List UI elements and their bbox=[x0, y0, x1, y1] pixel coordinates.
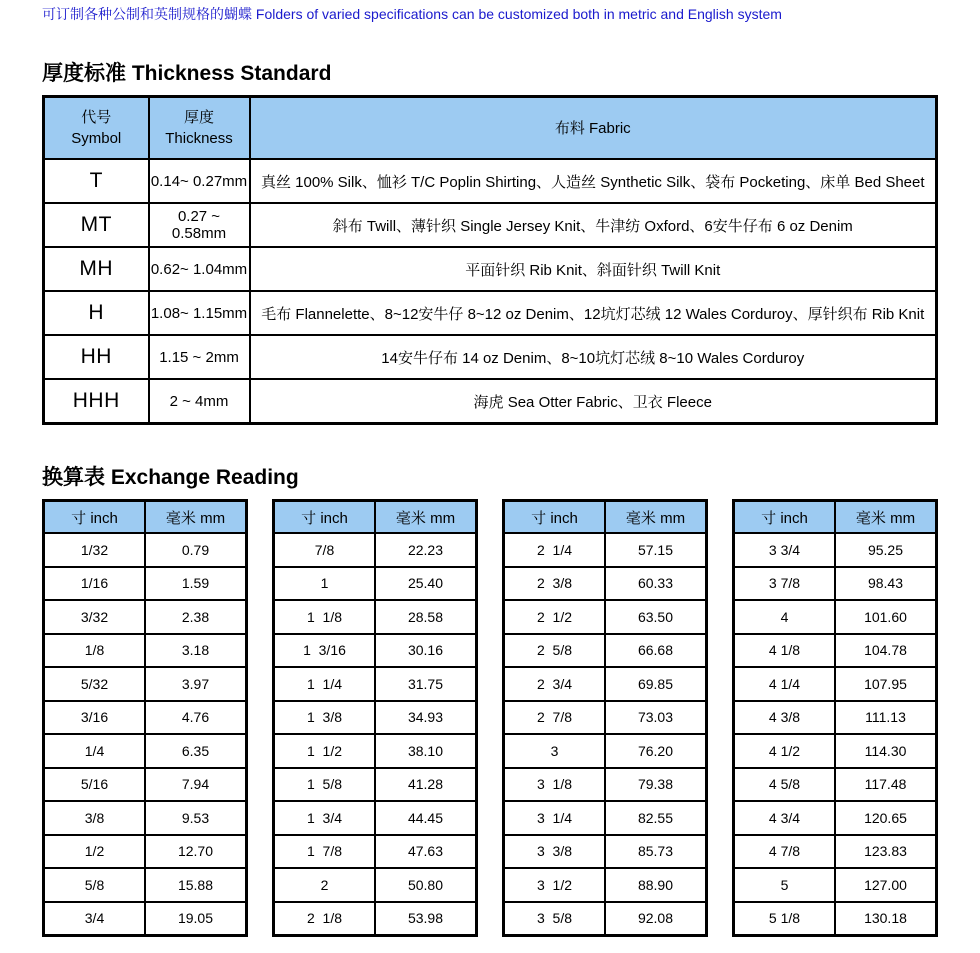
thickness-cell: 0.62~ 1.04mm bbox=[149, 247, 250, 291]
fabric-cell: 平面针织 Rib Knit、斜面针织 Twill Knit bbox=[250, 247, 937, 291]
inch-cell: 5 bbox=[734, 868, 836, 902]
symbol-cell: T bbox=[44, 159, 149, 203]
thickness-table-row bbox=[44, 203, 937, 247]
mm-cell: 41.28 bbox=[375, 768, 477, 802]
mm-cell: 73.03 bbox=[605, 701, 707, 735]
inch-cell: 2 bbox=[274, 868, 376, 902]
mm-cell: 101.60 bbox=[835, 600, 937, 634]
mm-cell: 50.80 bbox=[375, 868, 477, 902]
inch-cell: 1/8 bbox=[44, 634, 146, 668]
inch-cell: 1 5/8 bbox=[274, 768, 376, 802]
inch-cell: 3/16 bbox=[44, 701, 146, 735]
inch-cell: 5/16 bbox=[44, 768, 146, 802]
inch-cell: 1 3/16 bbox=[274, 634, 376, 668]
inch-cell: 7/8 bbox=[274, 533, 376, 567]
exchange-section-title: 换算表 Exchange Reading bbox=[42, 466, 299, 489]
inch-cell: 4 7/8 bbox=[734, 835, 836, 869]
inch-cell: 1 1/8 bbox=[274, 600, 376, 634]
inch-cell: 1 7/8 bbox=[274, 835, 376, 869]
inch-cell: 1/2 bbox=[44, 835, 146, 869]
thickness-cell: 1.15 ~ 2mm bbox=[149, 335, 250, 379]
mm-cell: 66.68 bbox=[605, 634, 707, 668]
mm-column-header: 毫米 mm bbox=[375, 501, 477, 534]
exchange-tables-row bbox=[42, 499, 938, 937]
inch-cell: 1/4 bbox=[44, 734, 146, 768]
thickness-table-row bbox=[44, 159, 937, 203]
thickness-section-title: 厚度标准 Thickness Standard bbox=[42, 62, 332, 85]
inch-column-header: 寸 inch bbox=[734, 501, 836, 534]
mm-cell: 76.20 bbox=[605, 734, 707, 768]
fabric-column-header: 布料 Fabric bbox=[250, 97, 937, 160]
exchange-table-row bbox=[274, 667, 477, 701]
exchange-table-row bbox=[734, 600, 937, 634]
exchange-table-row bbox=[274, 734, 477, 768]
mm-cell: 95.25 bbox=[835, 533, 937, 567]
inch-cell: 2 3/8 bbox=[504, 567, 606, 601]
inch-cell: 4 1/2 bbox=[734, 734, 836, 768]
exchange-table-2 bbox=[272, 499, 478, 937]
inch-cell: 3 1/4 bbox=[504, 801, 606, 835]
fabric-cell: 毛布 Flannelette、8~12安牛仔 8~12 oz Denim、12坑灯芯绒 12 Wales Corduroy、厚针织布 Rib Knit bbox=[250, 291, 937, 335]
inch-cell: 5/8 bbox=[44, 868, 146, 902]
fabric-cell: 海虎 Sea Otter Fabric、卫衣 Fleece bbox=[250, 379, 937, 424]
inch-cell: 3 1/2 bbox=[504, 868, 606, 902]
exchange-header-row bbox=[44, 501, 247, 534]
thickness-cell: 0.27 ~ 0.58mm bbox=[149, 203, 250, 247]
mm-cell: 34.93 bbox=[375, 701, 477, 735]
mm-cell: 0.79 bbox=[145, 533, 247, 567]
exchange-table-4 bbox=[732, 499, 938, 937]
exchange-table-row bbox=[734, 533, 937, 567]
mm-cell: 82.55 bbox=[605, 801, 707, 835]
exchange-header-row bbox=[504, 501, 707, 534]
fabric-cell: 斜布 Twill、薄针织 Single Jersey Knit、牛津纺 Oxford、6安牛仔布 6 oz Denim bbox=[250, 203, 937, 247]
mm-cell: 53.98 bbox=[375, 902, 477, 936]
exchange-table-row bbox=[274, 868, 477, 902]
mm-column-header: 毫米 mm bbox=[145, 501, 247, 534]
symbol-cell: HH bbox=[44, 335, 149, 379]
inch-cell: 1 1/4 bbox=[274, 667, 376, 701]
exchange-header-row bbox=[734, 501, 937, 534]
exchange-table-1 bbox=[42, 499, 248, 937]
mm-cell: 15.88 bbox=[145, 868, 247, 902]
inch-cell: 2 1/2 bbox=[504, 600, 606, 634]
thickness-header-zh: 厚度 bbox=[183, 109, 214, 126]
exchange-table-row bbox=[44, 634, 247, 668]
exchange-table-row bbox=[504, 634, 707, 668]
mm-cell: 25.40 bbox=[375, 567, 477, 601]
exchange-table-row bbox=[504, 734, 707, 768]
mm-cell: 130.18 bbox=[835, 902, 937, 936]
exchange-table-row bbox=[504, 667, 707, 701]
inch-cell: 1 1/2 bbox=[274, 734, 376, 768]
thickness-table-row bbox=[44, 379, 937, 424]
mm-cell: 120.65 bbox=[835, 801, 937, 835]
thickness-table-row bbox=[44, 335, 937, 379]
inch-cell: 1/16 bbox=[44, 567, 146, 601]
exchange-table-row bbox=[504, 902, 707, 936]
inch-cell: 4 1/8 bbox=[734, 634, 836, 668]
exchange-table-row bbox=[274, 801, 477, 835]
mm-cell: 2.38 bbox=[145, 600, 247, 634]
exchange-table-row bbox=[504, 768, 707, 802]
symbol-cell: MT bbox=[44, 203, 149, 247]
mm-cell: 107.95 bbox=[835, 667, 937, 701]
mm-cell: 127.00 bbox=[835, 868, 937, 902]
mm-cell: 92.08 bbox=[605, 902, 707, 936]
inch-cell: 2 5/8 bbox=[504, 634, 606, 668]
symbol-cell: MH bbox=[44, 247, 149, 291]
exchange-table-3 bbox=[502, 499, 708, 937]
mm-cell: 85.73 bbox=[605, 835, 707, 869]
mm-cell: 79.38 bbox=[605, 768, 707, 802]
exchange-table-row bbox=[274, 768, 477, 802]
mm-cell: 6.35 bbox=[145, 734, 247, 768]
inch-cell: 2 7/8 bbox=[504, 701, 606, 735]
exchange-table-row bbox=[274, 533, 477, 567]
thickness-cell: 0.14~ 0.27mm bbox=[149, 159, 250, 203]
exchange-table-row bbox=[504, 533, 707, 567]
exchange-table-row bbox=[504, 835, 707, 869]
inch-cell: 3 5/8 bbox=[504, 902, 606, 936]
thickness-header-row bbox=[44, 97, 937, 160]
mm-cell: 38.10 bbox=[375, 734, 477, 768]
exchange-table-row bbox=[734, 701, 937, 735]
exchange-table-row bbox=[44, 835, 247, 869]
mm-cell: 69.85 bbox=[605, 667, 707, 701]
top-note: 可订制各种公制和英制规格的蝴蝶 Folders of varied specifications can be customized both in metric and English system bbox=[42, 6, 782, 22]
exchange-table-row bbox=[734, 567, 937, 601]
exchange-table-row bbox=[44, 533, 247, 567]
exchange-header-row bbox=[274, 501, 477, 534]
symbol-header-zh: 代号 bbox=[81, 109, 112, 126]
exchange-table-row bbox=[504, 600, 707, 634]
inch-cell: 3 7/8 bbox=[734, 567, 836, 601]
exchange-table-row bbox=[734, 868, 937, 902]
fabric-cell: 14安牛仔布 14 oz Denim、8~10坑灯芯绒 8~10 Wales Corduroy bbox=[250, 335, 937, 379]
mm-column-header: 毫米 mm bbox=[835, 501, 937, 534]
exchange-table-row bbox=[504, 801, 707, 835]
mm-cell: 63.50 bbox=[605, 600, 707, 634]
inch-cell: 1/32 bbox=[44, 533, 146, 567]
mm-cell: 57.15 bbox=[605, 533, 707, 567]
inch-cell: 3 3/4 bbox=[734, 533, 836, 567]
inch-cell: 1 3/8 bbox=[274, 701, 376, 735]
exchange-table-row bbox=[734, 734, 937, 768]
exchange-table-row bbox=[734, 801, 937, 835]
inch-cell: 4 5/8 bbox=[734, 768, 836, 802]
inch-cell: 5 1/8 bbox=[734, 902, 836, 936]
mm-column-header: 毫米 mm bbox=[605, 501, 707, 534]
inch-cell: 3 bbox=[504, 734, 606, 768]
mm-cell: 3.18 bbox=[145, 634, 247, 668]
mm-cell: 44.45 bbox=[375, 801, 477, 835]
exchange-table-row bbox=[734, 835, 937, 869]
mm-cell: 30.16 bbox=[375, 634, 477, 668]
fabric-cell: 真丝 100% Silk、恤衫 T/C Poplin Shirting、人造丝 Synthetic Silk、袋布 Pocketing、床单 Bed Sheet bbox=[250, 159, 937, 203]
mm-cell: 47.63 bbox=[375, 835, 477, 869]
mm-cell: 111.13 bbox=[835, 701, 937, 735]
exchange-table-row bbox=[44, 902, 247, 936]
mm-cell: 22.23 bbox=[375, 533, 477, 567]
inch-cell: 3 1/8 bbox=[504, 768, 606, 802]
mm-cell: 123.83 bbox=[835, 835, 937, 869]
symbol-header-en: Symbol bbox=[71, 130, 122, 147]
thickness-cell: 2 ~ 4mm bbox=[149, 379, 250, 424]
mm-cell: 117.48 bbox=[835, 768, 937, 802]
exchange-table-row bbox=[734, 902, 937, 936]
exchange-table-row bbox=[44, 701, 247, 735]
exchange-table-row bbox=[274, 567, 477, 601]
mm-cell: 12.70 bbox=[145, 835, 247, 869]
exchange-table-row bbox=[274, 835, 477, 869]
inch-cell: 2 1/8 bbox=[274, 902, 376, 936]
mm-cell: 104.78 bbox=[835, 634, 937, 668]
thickness-table-row bbox=[44, 291, 937, 335]
mm-cell: 114.30 bbox=[835, 734, 937, 768]
mm-cell: 60.33 bbox=[605, 567, 707, 601]
exchange-table-row bbox=[274, 701, 477, 735]
mm-cell: 3.97 bbox=[145, 667, 247, 701]
mm-cell: 4.76 bbox=[145, 701, 247, 735]
inch-cell: 4 3/8 bbox=[734, 701, 836, 735]
exchange-table-row bbox=[734, 667, 937, 701]
exchange-table-row bbox=[734, 634, 937, 668]
inch-column-header: 寸 inch bbox=[274, 501, 376, 534]
symbol-cell: H bbox=[44, 291, 149, 335]
inch-cell: 3 3/8 bbox=[504, 835, 606, 869]
exchange-table-row bbox=[44, 801, 247, 835]
inch-cell: 4 1/4 bbox=[734, 667, 836, 701]
exchange-table-row bbox=[274, 600, 477, 634]
inch-cell: 1 3/4 bbox=[274, 801, 376, 835]
exchange-table-row bbox=[44, 768, 247, 802]
mm-cell: 98.43 bbox=[835, 567, 937, 601]
symbol-cell: HHH bbox=[44, 379, 149, 424]
exchange-table-row bbox=[44, 600, 247, 634]
inch-column-header: 寸 inch bbox=[44, 501, 146, 534]
inch-cell: 4 bbox=[734, 600, 836, 634]
inch-cell: 1 bbox=[274, 567, 376, 601]
exchange-table-row bbox=[504, 567, 707, 601]
mm-cell: 31.75 bbox=[375, 667, 477, 701]
inch-cell: 2 1/4 bbox=[504, 533, 606, 567]
exchange-table-row bbox=[274, 902, 477, 936]
mm-cell: 7.94 bbox=[145, 768, 247, 802]
inch-cell: 3/32 bbox=[44, 600, 146, 634]
inch-cell: 5/32 bbox=[44, 667, 146, 701]
symbol-column-header bbox=[44, 97, 149, 160]
exchange-table-row bbox=[44, 667, 247, 701]
exchange-table-row bbox=[504, 868, 707, 902]
exchange-table-row bbox=[44, 567, 247, 601]
exchange-table-row bbox=[504, 701, 707, 735]
mm-cell: 28.58 bbox=[375, 600, 477, 634]
exchange-table-row bbox=[44, 868, 247, 902]
inch-cell: 2 3/4 bbox=[504, 667, 606, 701]
exchange-table-row bbox=[274, 634, 477, 668]
exchange-table-row bbox=[734, 768, 937, 802]
inch-cell: 4 3/4 bbox=[734, 801, 836, 835]
exchange-table-row bbox=[44, 734, 247, 768]
inch-cell: 3/8 bbox=[44, 801, 146, 835]
thickness-column-header bbox=[149, 97, 250, 160]
thickness-cell: 1.08~ 1.15mm bbox=[149, 291, 250, 335]
mm-cell: 1.59 bbox=[145, 567, 247, 601]
thickness-header-en: Thickness bbox=[165, 130, 233, 147]
mm-cell: 19.05 bbox=[145, 902, 247, 936]
thickness-table-row bbox=[44, 247, 937, 291]
mm-cell: 88.90 bbox=[605, 868, 707, 902]
thickness-standard-table bbox=[42, 95, 938, 425]
inch-column-header: 寸 inch bbox=[504, 501, 606, 534]
inch-cell: 3/4 bbox=[44, 902, 146, 936]
mm-cell: 9.53 bbox=[145, 801, 247, 835]
